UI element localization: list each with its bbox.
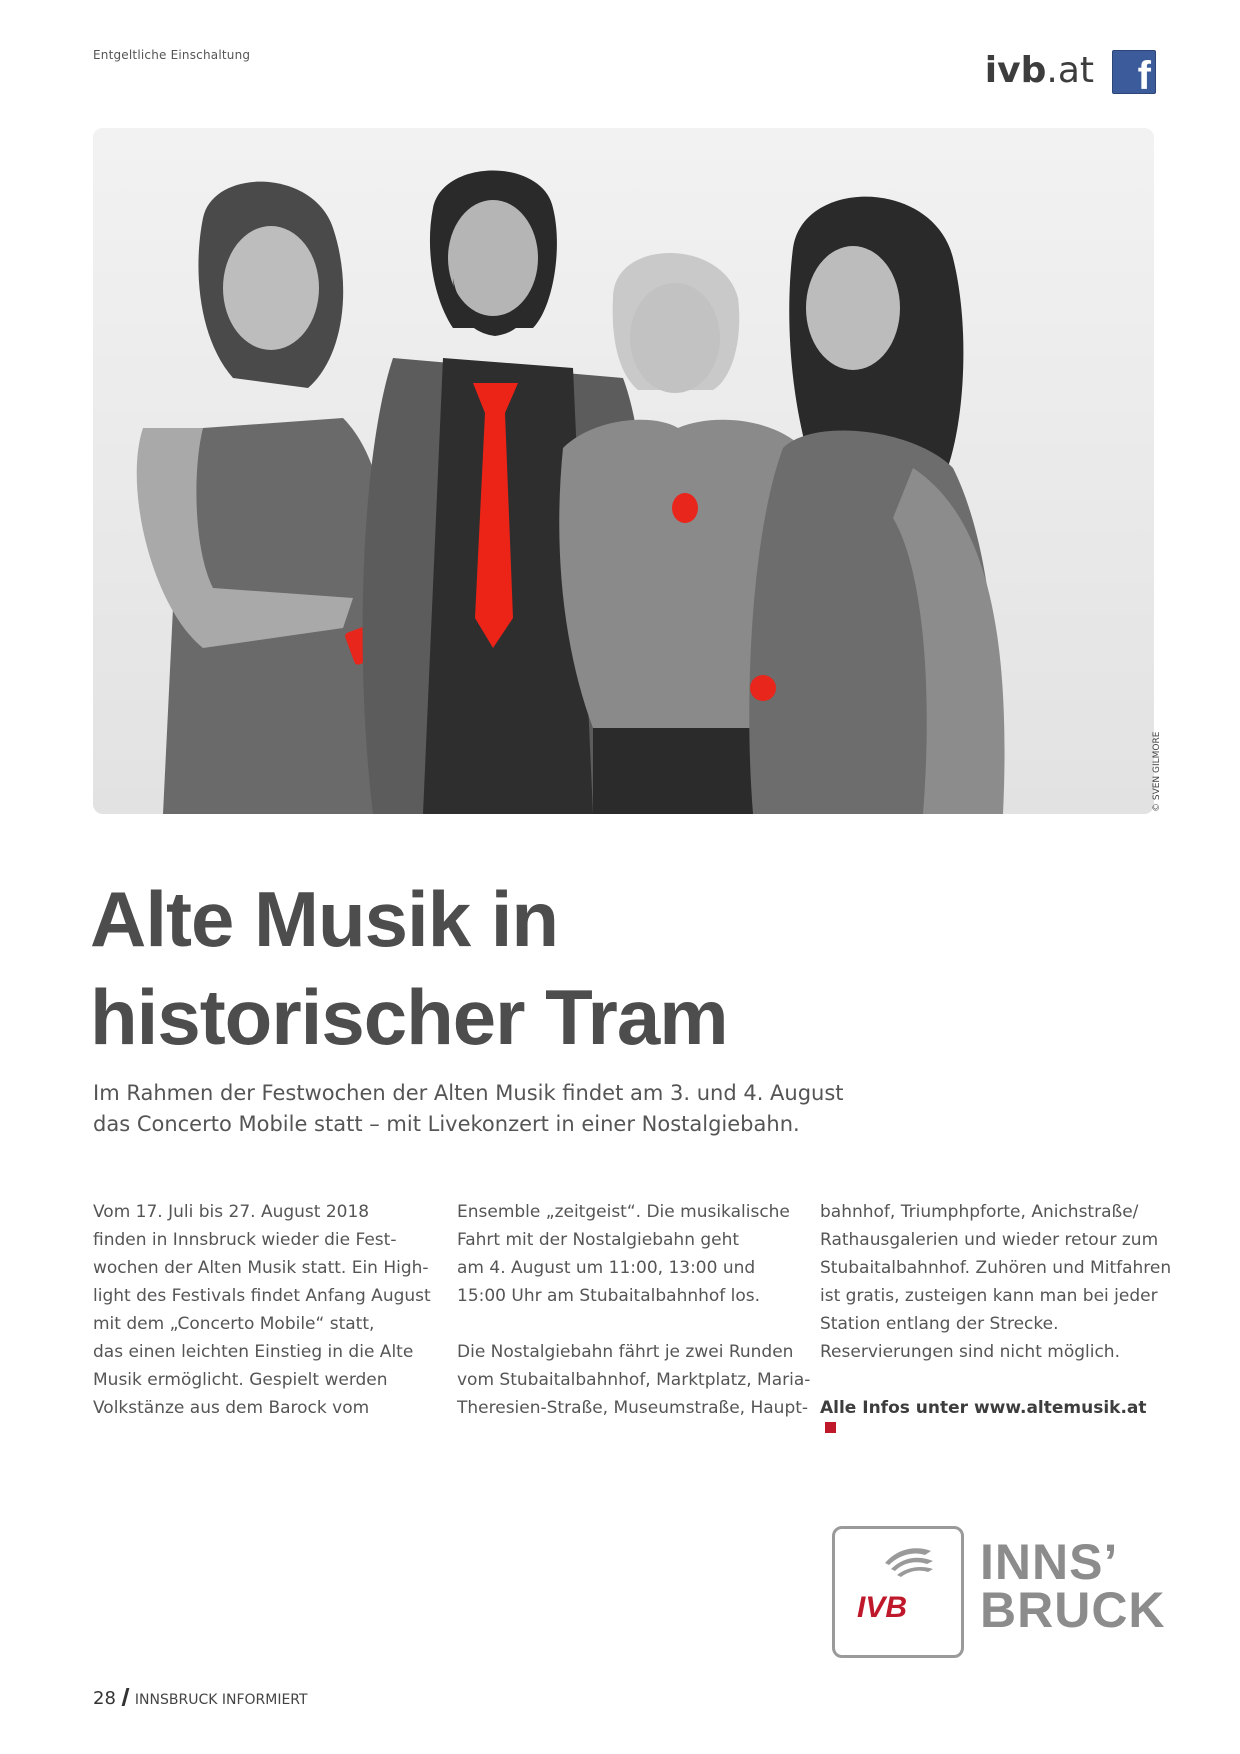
headline-line: Alte Musik in [90,875,559,963]
body-column-3 [820,1198,1172,1433]
innsbruck-logo [980,1534,1166,1638]
body-line: Station entlang der Strecke. [820,1314,1059,1334]
more-info-line[interactable] [820,1394,1160,1433]
body-line: Stubaitalbahnhof. Zuhören und Mitfahren [820,1258,1172,1278]
site-link-tld: .at [1046,50,1094,91]
body-column-2 [457,1198,811,1422]
ensemble-photo [93,128,1154,814]
site-link[interactable] [985,46,1094,96]
body-line: Fahrt mit der Nostalgiebahn geht [457,1230,740,1250]
publication-name: INNSBRUCK INFORMIERT [134,1692,308,1708]
ivb-logo [832,1526,964,1658]
city-logo-line: BRUCK [980,1582,1166,1638]
body-line: das einen leichten Einstieg in die Alte [93,1342,414,1362]
page-footer [93,1688,308,1709]
body-line: Theresien-Straße, Museumstraße, Haupt- [457,1398,809,1418]
body-line: wochen der Alten Musik statt. Ein High- [93,1258,429,1278]
lead-line: Im Rahmen der Festwochen der Alten Musik findet am 3. und 4. August [93,1081,844,1105]
headline [90,870,728,1066]
more-info-link[interactable]: Alle Infos unter www.altemusik.at [820,1398,1147,1418]
body-line: bahnhof, Triumphpforte, Anichstraße/ [820,1202,1139,1222]
ivb-wordmark: IVB [857,1591,908,1624]
headline-line: historischer Tram [90,973,728,1061]
body-line: vom Stubaitalbahnhof, Marktplatz, Maria- [457,1370,811,1390]
body-line: ist gratis, zusteigen kann man bei jeder [820,1286,1158,1306]
body-line: Vom 17. Juli bis 27. August 2018 [93,1202,370,1222]
body-line: finden in Innsbruck wieder die Fest- [93,1230,397,1250]
lead-line: das Concerto Mobile statt – mit Livekonzert in einer Nostalgiebahn. [93,1112,800,1136]
body-line: Ensemble „zeitgeist“. Die musikalische [457,1202,790,1222]
body-line: mit dem „Concerto Mobile“ statt, [93,1314,375,1334]
body-line: Reservierungen sind nicht möglich. [820,1342,1120,1362]
body-column-1 [93,1198,433,1422]
facebook-glyph: f [1137,54,1151,94]
paragraph-gap [457,1310,797,1338]
paragraph-gap [820,1366,1160,1394]
body-line: Rathausgalerien und wieder retour zum [820,1230,1159,1250]
body-line: Volkstänze aus dem Barock vom [93,1398,370,1418]
ivb-wing-icon [835,1529,961,1589]
page-number: 28 [93,1688,116,1709]
body-line: am 4. August um 11:00, 13:00 und [457,1258,756,1278]
body-line: Musik ermöglicht. Gespielt werden [93,1370,388,1390]
footer-divider [121,1688,129,1706]
lead-paragraph [93,1078,853,1140]
body-line: Die Nostalgiebahn fährt je zwei Runden [457,1342,794,1362]
body-line: 15:00 Uhr am Stubaitalbahnhof los. [457,1286,761,1306]
city-logo-line: INNS’ [980,1534,1119,1590]
photo-credit: © SVEN GILMORE [1152,731,1162,812]
facebook-icon[interactable] [1112,50,1156,94]
advertisement-note: Entgeltliche Einschaltung [93,48,251,62]
site-link-bold: ivb [984,50,1047,91]
end-mark-icon [825,1422,836,1433]
body-line: light des Festivals findet Anfang August [93,1286,431,1306]
